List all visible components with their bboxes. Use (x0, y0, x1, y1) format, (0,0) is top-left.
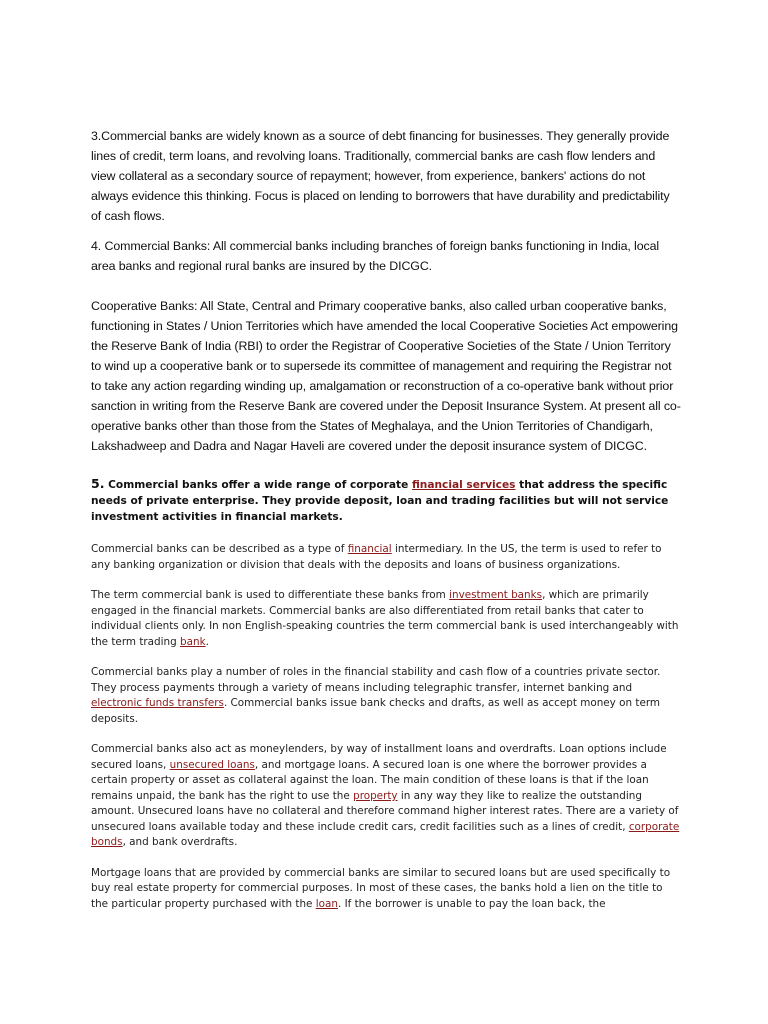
paragraph-roles (91, 665, 681, 727)
paragraph-5-text-b: that address the specific needs of private enterprise. They provide deposit, loan and trading facilities but will not service investment activities in financial markets. (91, 479, 669, 523)
paragraph-differentiate (91, 588, 681, 650)
paragraph-intermediary (91, 542, 681, 573)
loan-link[interactable]: loan (315, 897, 338, 910)
text-span: . Commercial banks issue bank checks and drafts, as well as accept money on term deposits. (91, 697, 661, 725)
paragraph-4: 4. Commercial Banks: All commercial banks including branches of foreign banks functioning in India, local area banks and regional rural banks are insured by the DICGC. (91, 239, 660, 273)
paragraph-5-text-a: Commercial banks offer a wide range of corporate (104, 479, 412, 491)
paragraph-5-number: 5. (91, 476, 105, 491)
text-span: Mortgage loans that are provided by commercial banks are similar to secured loans but are used specifically to buy real estate property for commercial purposes. In most of these cases, the banks hold a lien on the title to the particular property purchased with the (91, 866, 671, 910)
paragraph-mortgage (91, 866, 681, 913)
investment-banks-link[interactable]: investment banks (449, 589, 543, 602)
text-span: , and mortgage loans. A secured loan is one where the borrower provides a certain property or asset as collateral against the loan. The main condition of these loans is that if the loan remains unpaid, the bank has the right to use the (91, 758, 649, 802)
paragraph-5 (91, 476, 681, 525)
document-page (91, 126, 681, 912)
text-span: in any way they like to realize the outstanding amount. Unsecured loans have no collateral and therefore command higher interest rates. There are a variety of unsecured loans available today and these include credit cars, credit facilities such as a lines of credit, (91, 789, 679, 833)
text-span: . (205, 635, 209, 648)
electronic-funds-transfers-link[interactable]: electronic funds transfers (91, 697, 224, 710)
property-link[interactable]: property (353, 789, 398, 802)
text-span: . If the borrower is unable to pay the loan back, the (337, 897, 606, 910)
financial-link[interactable]: financial (347, 543, 392, 556)
text-span: Commercial banks can be described as a type of (91, 543, 348, 556)
paragraph-moneylenders (91, 742, 681, 851)
bank-link[interactable]: bank (180, 635, 206, 648)
paragraph-cooperative-banks: Cooperative Banks: All State, Central and Primary cooperative banks, also called urban cooperative banks, functioning in States / Union Territories which have amended the local Cooperative Societies Act empowering the Reserve Bank of India (RBI) to order the Registrar of Cooperative Societies of the State / Union Territory to wind up a cooperative bank or to supersede its committee of management and requiring the Registrar not to take any action regarding winding up, amalgamation or reconstruction of a co-operative bank without prior sanction in writing from the Reserve Bank are covered under the Deposit Insurance System. At present all co-operative banks other than those from the States of Meghalaya, and the Union Territories of Chandigarh, Lakshadweep and Dadra and Nagar Haveli are covered under the deposit insurance system of DICGC. (91, 299, 681, 453)
text-span: , which are primarily engaged in the financial markets. Commercial banks are also differentiated from retail banks that cater to individual clients only. In non English-speaking countries the term commercial bank is used interchangeably with the term trading (91, 589, 679, 648)
text-span: Commercial banks also act as moneylenders, by way of installment loans and overdrafts. Loan options include secured loans, (91, 743, 667, 771)
text-span: The term commercial bank is used to differentiate these banks from (91, 589, 450, 602)
paragraph-3: 3.Commercial banks are widely known as a source of debt financing for businesses. They generally provide lines of credit, term loans, and revolving loans. Traditionally, commercial banks are cash flow lenders and view collateral as a secondary source of repayment; however, from experience, bankers' actions do not always evidence this thinking. Focus is placed on lending to borrowers that have durability and predictability of cash flows. (91, 129, 670, 223)
unsecured-loans-link[interactable]: unsecured loans (169, 758, 255, 771)
text-span: Commercial banks play a number of roles in the financial stability and cash flow of a countries private sector. They process payments through a variety of means including telegraphic transfer, internet banking and (91, 666, 661, 694)
text-span: intermediary. In the US, the term is used to refer to any banking organization or division that deals with the deposits and loans of business organizations. (91, 543, 662, 571)
corporate-bonds-link[interactable]: corporate bonds (91, 820, 680, 849)
text-span: , and bank overdrafts. (122, 836, 238, 849)
financial-services-link[interactable]: financial services (411, 479, 516, 491)
